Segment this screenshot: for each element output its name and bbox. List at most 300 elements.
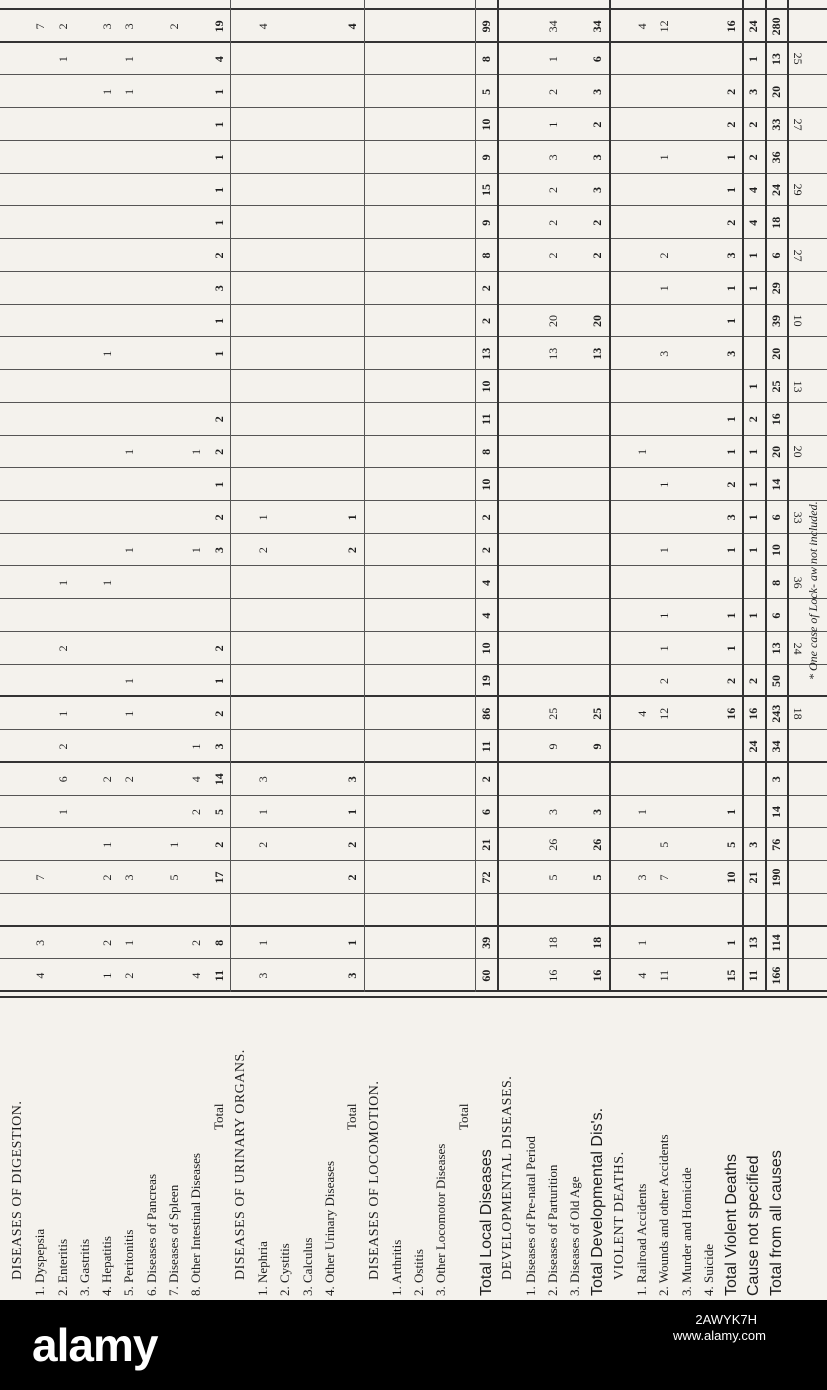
table-row <box>186 0 208 1300</box>
footer-number: 27 <box>791 118 805 131</box>
table-cell: 19 <box>211 20 226 33</box>
table-cell: 1 <box>122 56 137 63</box>
row-label: Total <box>344 1103 360 1130</box>
table-cell: 9 <box>545 743 560 750</box>
table-cell: 2 <box>122 776 137 783</box>
table-cell: 2 <box>590 121 605 128</box>
section-heading-row <box>231 0 253 1300</box>
table-cell: 1 <box>167 841 181 848</box>
table-cell: 1 <box>657 481 672 488</box>
table-cell: 3 <box>590 154 605 161</box>
table-cell: 18 <box>545 936 560 949</box>
footer-number: 24 <box>791 642 805 655</box>
table-cell: 14 <box>768 805 783 818</box>
footer-number: 25 <box>791 53 805 66</box>
table-row <box>409 0 431 1300</box>
table-cell: 7 <box>33 23 48 30</box>
table-cell: 1 <box>724 939 739 946</box>
table-cell: 1 <box>746 514 761 521</box>
table-cell: 34 <box>768 740 783 753</box>
table-cell: 39 <box>479 936 493 949</box>
row-label: 1. Diseases of Pre-natal Period <box>522 1136 538 1296</box>
table-row <box>565 0 587 1300</box>
row-label: Cause not specified <box>745 1155 763 1296</box>
table-cell: 4 <box>479 579 493 586</box>
table-cell: 1 <box>122 678 137 685</box>
table-cell: 1 <box>345 939 360 946</box>
table-cell: 280 <box>768 17 783 36</box>
total-row <box>209 0 231 1300</box>
row-label: Total Local Diseases <box>478 1149 495 1296</box>
total-row <box>342 0 364 1300</box>
table-row <box>142 0 164 1300</box>
row-rule <box>787 0 789 992</box>
table-cell: 3 <box>590 808 605 815</box>
table-cell: 17 <box>211 871 226 884</box>
total-row <box>743 0 765 1300</box>
table-cell: 4 <box>189 972 204 979</box>
table-cell: 8 <box>768 579 783 586</box>
row-label: 5. Peritonitis <box>121 1229 137 1296</box>
table-cell: 1 <box>211 154 226 161</box>
table-cell: 2 <box>122 972 137 979</box>
table-cell: 2 <box>479 285 493 292</box>
table-row <box>521 0 543 1300</box>
table-cell: 2 <box>479 317 493 324</box>
table-cell: 1 <box>100 972 115 979</box>
table-cell: 19 <box>479 675 493 688</box>
table-cell: 12 <box>657 20 672 33</box>
table-cell: 13 <box>768 642 783 655</box>
table-cell: 3 <box>746 88 761 95</box>
table-cell: 4 <box>345 23 360 30</box>
table-cell: 6 <box>768 612 783 619</box>
table-cell: 15 <box>724 969 739 982</box>
table-cell: 3 <box>122 23 137 30</box>
table-cell: 1 <box>211 219 226 226</box>
table-cell: 11 <box>657 969 672 982</box>
table-cell: 36 <box>768 151 783 164</box>
table-cell: 21 <box>479 838 493 851</box>
row-label: DISEASES OF DIGESTION. <box>10 1100 25 1280</box>
table-cell: 11 <box>479 413 493 425</box>
row-label: 1. Nephria <box>255 1241 271 1296</box>
table-cell: 1 <box>724 808 739 815</box>
table-cell: 2 <box>724 219 739 226</box>
table-cell: 2 <box>211 710 226 717</box>
table-cell: 16 <box>724 20 739 33</box>
table-cell: 1 <box>122 939 137 946</box>
table-cell: 86 <box>479 707 493 720</box>
table-cell: 9 <box>479 154 493 161</box>
table-cell: 14 <box>768 478 783 491</box>
table-cell: 12 <box>657 707 672 720</box>
table-cell: 3 <box>100 23 115 30</box>
table-cell: 7 <box>657 874 672 881</box>
table-cell: 1 <box>657 285 672 292</box>
table-cell: 25 <box>590 707 605 720</box>
table-cell: 9 <box>590 743 605 750</box>
row-label: 3. Gastritis <box>76 1238 92 1296</box>
table-cell: 1 <box>724 187 739 194</box>
table-cell: 24 <box>746 20 761 33</box>
table-cell: 1 <box>724 645 739 652</box>
row-label: Total Developmental Dis's. <box>589 1107 607 1296</box>
table-cell: 2 <box>479 776 493 783</box>
table-cell: 3 <box>724 350 739 357</box>
table-cell: 166 <box>768 966 783 985</box>
table-cell: 2 <box>211 252 226 259</box>
table-cell: 2 <box>211 416 226 423</box>
total-row <box>721 0 743 1300</box>
table-cell: 1 <box>345 514 360 521</box>
table-cell: 2 <box>256 841 271 848</box>
table-cell: 4 <box>256 23 271 30</box>
row-label: 3. Diseases of Old Age <box>567 1176 583 1296</box>
table-cell: 2 <box>724 88 739 95</box>
table-cell: 1 <box>746 383 761 390</box>
footer-number: 27 <box>791 249 805 262</box>
table-cell: 3 <box>590 88 605 95</box>
table-cell: 1 <box>122 710 137 717</box>
row-label: Total <box>210 1103 226 1130</box>
footnote: * One case of Lock- aw not included. <box>806 501 820 680</box>
table-cell: 3 <box>746 841 761 848</box>
table-cell: 10 <box>479 118 493 131</box>
row-label: 7. Diseases of Spleen <box>166 1184 181 1296</box>
total-row <box>476 0 498 1300</box>
table-cell: 10 <box>768 544 783 557</box>
table-cell: 3 <box>724 514 739 521</box>
table-cell: 2 <box>345 547 360 554</box>
table-cell: 34 <box>590 20 605 33</box>
table-cell: 4 <box>189 776 204 783</box>
row-label: 2. Ostitis <box>411 1249 427 1296</box>
table-cell: 2 <box>479 514 493 521</box>
table-cell: 1 <box>256 514 271 521</box>
table-cell: 1 <box>100 841 115 848</box>
table-cell: 16 <box>545 969 560 982</box>
table-cell: 190 <box>768 868 783 887</box>
row-label: Total from all causes <box>767 1150 785 1296</box>
table-cell: 1 <box>724 547 739 554</box>
table-cell: 3 <box>345 972 360 979</box>
row-label: VIOLENT DEATHS. <box>611 1151 627 1280</box>
table-cell: 34 <box>545 20 560 33</box>
table-cell: 2 <box>100 874 115 881</box>
table-cell: 243 <box>768 704 783 723</box>
table-cell: 1 <box>657 645 672 652</box>
table-cell: 10 <box>479 642 493 655</box>
table-cell: 7 <box>33 874 48 881</box>
table-cell: 2 <box>724 481 739 488</box>
row-label: 6. Diseases of Pancreas <box>143 1173 159 1296</box>
footer-number: 10 <box>791 314 805 327</box>
stock-banner <box>0 1300 827 1390</box>
table-cell: 4 <box>635 23 649 30</box>
table-cell: 1 <box>55 710 70 717</box>
footer-number <box>790 0 805 10</box>
table-cell: 1 <box>211 678 226 685</box>
table-cell: 5 <box>479 88 493 95</box>
table-cell: 3 <box>724 252 739 259</box>
table-cell: 4 <box>635 710 649 717</box>
footer-number: 20 <box>791 445 805 458</box>
table-row <box>431 0 453 1300</box>
table-cell: 2 <box>55 23 70 30</box>
table-cell: 1 <box>55 808 70 815</box>
table-cell: 1 <box>746 252 761 259</box>
table-cell: 1 <box>189 448 204 455</box>
table-cell: 5 <box>724 841 739 848</box>
table-cell: 1 <box>657 612 672 619</box>
table-cell: 2 <box>657 678 672 685</box>
table-cell: 2 <box>211 514 226 521</box>
table-cell: 1 <box>189 743 204 750</box>
table-cell: 10 <box>724 871 739 884</box>
image-id: 2AWYK7H <box>695 1312 757 1327</box>
row-label: DEVELOPMENTAL DISEASES. <box>500 1075 516 1280</box>
section-heading-row <box>365 0 387 1300</box>
table-cell: 18 <box>768 216 783 229</box>
table-cell: 1 <box>55 579 70 586</box>
table-cell: 24 <box>746 740 761 753</box>
table-row <box>164 0 186 1300</box>
table-cell: 18 <box>590 936 605 949</box>
total-row <box>454 0 476 1300</box>
table-cell: 21 <box>746 871 761 884</box>
table-cell: 24 <box>768 184 783 197</box>
row-label: 1. Arthritis <box>388 1239 404 1296</box>
table-cell: 1 <box>746 612 761 619</box>
table-cell: 1 <box>256 939 271 946</box>
table-row <box>699 0 721 1300</box>
footer-number: 29 <box>791 184 805 197</box>
table-cell: 2 <box>100 776 115 783</box>
table-cell: 2 <box>545 187 560 194</box>
row-label: Total <box>455 1103 471 1130</box>
table-cell: 3 <box>590 187 605 194</box>
table-row <box>298 0 320 1300</box>
table-cell: 3 <box>345 776 360 783</box>
table-cell: 5 <box>545 874 560 881</box>
table-row <box>654 0 676 1300</box>
row-label: DISEASES OF URINARY ORGANS. <box>232 1049 248 1280</box>
table-cell: 1 <box>189 547 204 554</box>
table-cell: 8 <box>479 252 493 259</box>
table-cell: 1 <box>746 448 761 455</box>
table-cell: 1 <box>724 612 739 619</box>
table-cell: 2 <box>189 808 204 815</box>
row-label: Total Violent Deaths <box>723 1153 741 1296</box>
table-cell: 4 <box>33 972 48 979</box>
table-cell: 1 <box>545 56 560 63</box>
table-cell: 2 <box>345 874 360 881</box>
table-row <box>97 0 119 1300</box>
table-cell: 2 <box>545 88 560 95</box>
footer-number: 18 <box>791 707 805 720</box>
table-cell: 20 <box>590 314 605 327</box>
table-cell: 4 <box>479 612 493 619</box>
table-cell: 2 <box>545 219 560 226</box>
table-cell: 1 <box>211 317 226 324</box>
table-cell: 1 <box>211 350 226 357</box>
section-heading-row <box>8 0 30 1300</box>
table-cell: 1 <box>635 939 649 946</box>
table-cell: 2 <box>746 416 761 423</box>
table-cell: 1 <box>746 56 761 63</box>
table-cell: 1 <box>55 56 70 63</box>
table-row <box>30 0 52 1300</box>
table-cell: 1 <box>122 547 137 554</box>
row-label: 2. Enteritis <box>54 1238 70 1296</box>
table-cell: 2 <box>55 743 70 750</box>
table-cell: 1 <box>724 448 739 455</box>
site-url: www.alamy.com <box>673 1328 766 1343</box>
footer-number: 33 <box>791 511 805 524</box>
table-cell: 8 <box>211 939 226 946</box>
table-cell: 3 <box>256 972 271 979</box>
table-cell: 1 <box>724 285 739 292</box>
table-cell: 11 <box>211 969 226 982</box>
table-cell: 3 <box>545 154 560 161</box>
total-row <box>766 0 788 1300</box>
table-row <box>275 0 297 1300</box>
table-cell: 1 <box>100 88 115 95</box>
table-cell: 1 <box>724 416 739 423</box>
table-cell: 3 <box>211 743 226 750</box>
table-cell: 114 <box>768 934 783 952</box>
table-cell: 8 <box>479 448 493 455</box>
table-cell: 2 <box>256 547 271 554</box>
table-cell: 6 <box>768 514 783 521</box>
table-cell: 2 <box>657 252 672 259</box>
table-cell: 20 <box>545 314 560 327</box>
table-row <box>387 0 409 1300</box>
table-cell: 15 <box>479 184 493 197</box>
table-row <box>320 0 342 1300</box>
table-cell: 4 <box>211 56 226 63</box>
table-cell: 3 <box>545 808 560 815</box>
row-label: DISEASES OF LOCOMOTION. <box>366 1080 382 1280</box>
table-cell: 1 <box>635 808 649 815</box>
table-cell: 2 <box>211 841 226 848</box>
table-cell: 2 <box>724 121 739 128</box>
table-cell: 2 <box>55 645 70 652</box>
table-cell: 3 <box>211 547 226 554</box>
table-cell: 11 <box>746 969 761 982</box>
table-cell: 1 <box>100 350 115 357</box>
table-cell: 3 <box>657 350 672 357</box>
table-cell: 1 <box>545 121 560 128</box>
table-cell: 1 <box>657 547 672 554</box>
table-cell: 1 <box>100 579 115 586</box>
table-cell: 1 <box>211 187 226 194</box>
table-cell: 14 <box>211 773 226 786</box>
table-cell: 26 <box>545 838 560 851</box>
table-cell: 13 <box>479 347 493 360</box>
table-cell: 5 <box>211 808 226 815</box>
footer-number: 36 <box>791 576 805 589</box>
table-cell: 9 <box>479 219 493 226</box>
table-cell: 2 <box>724 678 739 685</box>
table-cell: 26 <box>590 838 605 851</box>
row-label: 2. Cystitis <box>277 1243 293 1296</box>
table-cell: 3 <box>211 285 226 292</box>
table-cell: 10 <box>479 380 493 393</box>
table-cell: 20 <box>768 445 783 458</box>
table-cell: 13 <box>545 347 560 360</box>
table-cell: 33 <box>768 118 783 131</box>
table-cell: 2 <box>189 939 204 946</box>
table-cell: 1 <box>746 285 761 292</box>
table-cell: 39 <box>768 314 783 327</box>
table-cell: 72 <box>479 871 493 884</box>
table-cell: 1 <box>256 808 271 815</box>
table-row <box>543 0 565 1300</box>
table-cell: 76 <box>768 838 783 851</box>
row-label: 8. Other Intestinal Diseases <box>188 1153 204 1296</box>
table-cell: 1 <box>746 481 761 488</box>
table-cell: 8 <box>479 56 493 63</box>
table-cell: 1 <box>211 481 226 488</box>
table-cell: 2 <box>590 219 605 226</box>
table-cell: 5 <box>167 874 181 881</box>
table-cell: 16 <box>724 707 739 720</box>
table-cell: 25 <box>768 380 783 393</box>
table-cell: 2 <box>211 645 226 652</box>
stock-code <box>673 1312 766 1344</box>
table-row <box>75 0 97 1300</box>
table-row <box>53 0 75 1300</box>
table-cell: 5 <box>590 874 605 881</box>
table-cell: 16 <box>746 707 761 720</box>
row-label: 4. Hepatitis <box>99 1236 115 1296</box>
table-cell: 2 <box>211 448 226 455</box>
table-cell: 4 <box>635 972 649 979</box>
table-cell: 6 <box>590 56 605 63</box>
table-cell: 4 <box>746 219 761 226</box>
table-cell: 1 <box>211 88 226 95</box>
table-cell: 2 <box>345 841 360 848</box>
table-cell: 1 <box>746 547 761 554</box>
table-cell: 6 <box>479 808 493 815</box>
table-cell: 13 <box>746 936 761 949</box>
table-cell: 11 <box>479 740 493 753</box>
table-cell: 3 <box>768 776 783 783</box>
row-label: 1. Railroad Accidents <box>634 1183 649 1296</box>
table-cell: 99 <box>479 20 493 33</box>
table-cell: 29 <box>768 282 783 295</box>
table-cell: 13 <box>768 53 783 66</box>
footer-number: 13 <box>791 380 805 393</box>
row-label: 1. Dyspepsia <box>32 1228 48 1296</box>
table-cell: 1 <box>724 317 739 324</box>
table-cell: 2 <box>746 154 761 161</box>
alamy-logo: alamy <box>32 1319 158 1371</box>
table-cell: 20 <box>768 347 783 360</box>
row-label: 3. Calculus <box>299 1237 315 1296</box>
table-cell: 2 <box>167 23 181 30</box>
table-cell: 2 <box>545 252 560 259</box>
table-cell: 2 <box>746 678 761 685</box>
table-cell: 6 <box>55 776 70 783</box>
table-cell: 16 <box>768 413 783 426</box>
section-heading-row <box>610 0 632 1300</box>
table-cell: 5 <box>657 841 672 848</box>
table-cell: 1 <box>122 448 137 455</box>
section-heading-row <box>498 0 520 1300</box>
